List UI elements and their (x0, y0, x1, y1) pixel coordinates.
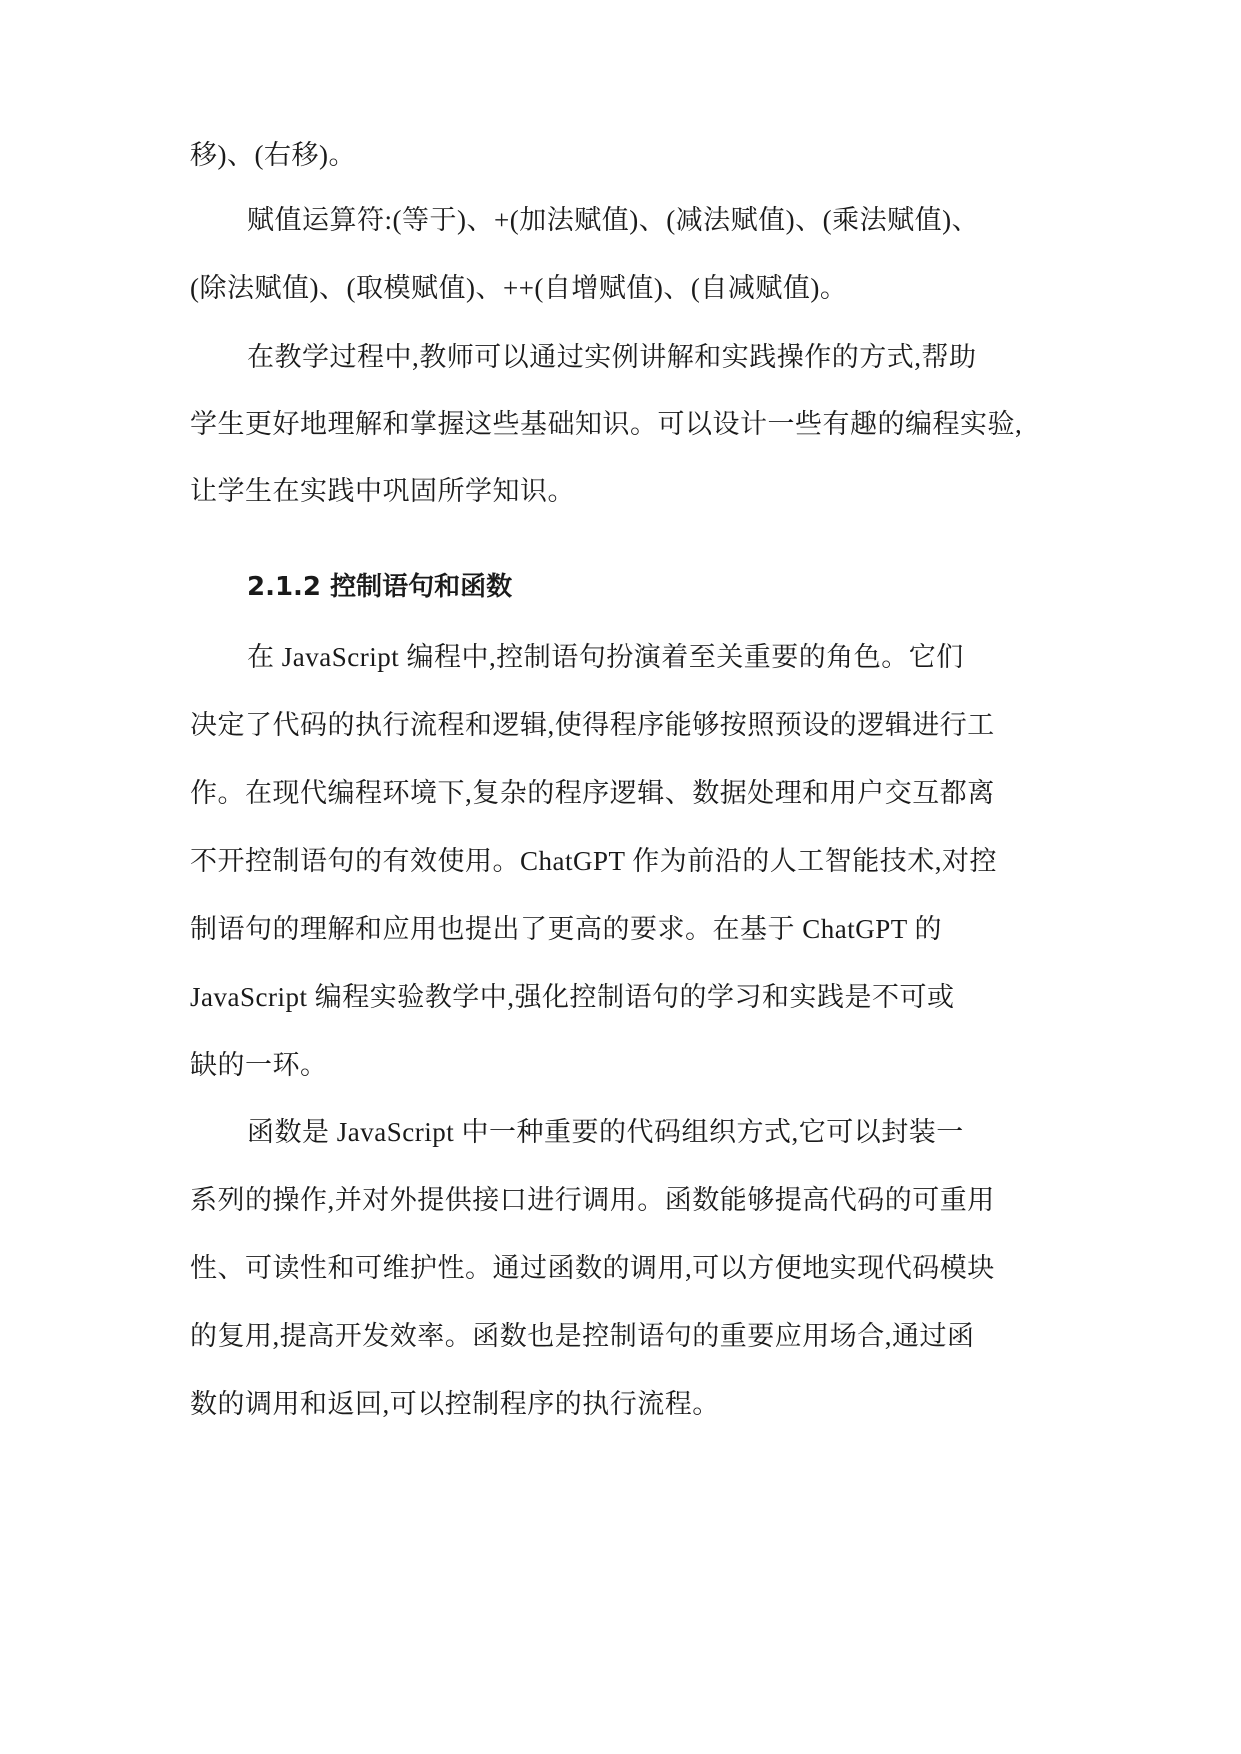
paragraph-line: JavaScript 编程实验教学中,强化控制语句的学习和实践是不可或 (190, 982, 955, 1012)
paragraph-line: 在 JavaScript 编程中,控制语句扮演着至关重要的角色。它们 (247, 642, 964, 672)
paragraph-line: 学生更好地理解和掌握这些基础知识。可以设计一些有趣的编程实验, (190, 409, 1023, 439)
paragraph-line: 系列的操作,并对外提供接口进行调用。函数能够提高代码的可重用 (190, 1185, 995, 1215)
paragraph-line: 函数是 JavaScript 中一种重要的代码组织方式,它可以封装一 (247, 1117, 964, 1147)
paragraph-line: 移)、(右移)。 (190, 140, 356, 170)
paragraph-line: 缺的一环。 (190, 1050, 328, 1080)
paragraph-line: 让学生在实践中巩固所学知识。 (190, 476, 575, 506)
paragraph-line: 赋值运算符:(等于)、+(加法赋值)、(减法赋值)、(乘法赋值)、 (247, 205, 980, 235)
paragraph-line: 性、可读性和可维护性。通过函数的调用,可以方便地实现代码模块 (190, 1253, 995, 1283)
paragraph-line: 作。在现代编程环境下,复杂的程序逻辑、数据处理和用户交互都离 (190, 778, 995, 808)
paragraph-line: 的复用,提高开发效率。函数也是控制语句的重要应用场合,通过函 (190, 1321, 975, 1351)
paragraph-line: (除法赋值)、(取模赋值)、++(自增赋值)、(自减赋值)。 (190, 273, 848, 303)
paragraph-line: 决定了代码的执行流程和逻辑,使得程序能够按照预设的逻辑进行工 (190, 710, 995, 740)
paragraph-line: 数的调用和返回,可以控制程序的执行流程。 (190, 1389, 720, 1419)
paragraph-line: 在教学过程中,教师可以通过实例讲解和实践操作的方式,帮助 (247, 342, 977, 372)
paragraph-line: 不开控制语句的有效使用。ChatGPT 作为前沿的人工智能技术,对控 (190, 846, 998, 876)
paragraph-line: 制语句的理解和应用也提出了更高的要求。在基于 ChatGPT 的 (190, 914, 943, 944)
section-heading: 2.1.2 控制语句和函数 (247, 572, 513, 602)
